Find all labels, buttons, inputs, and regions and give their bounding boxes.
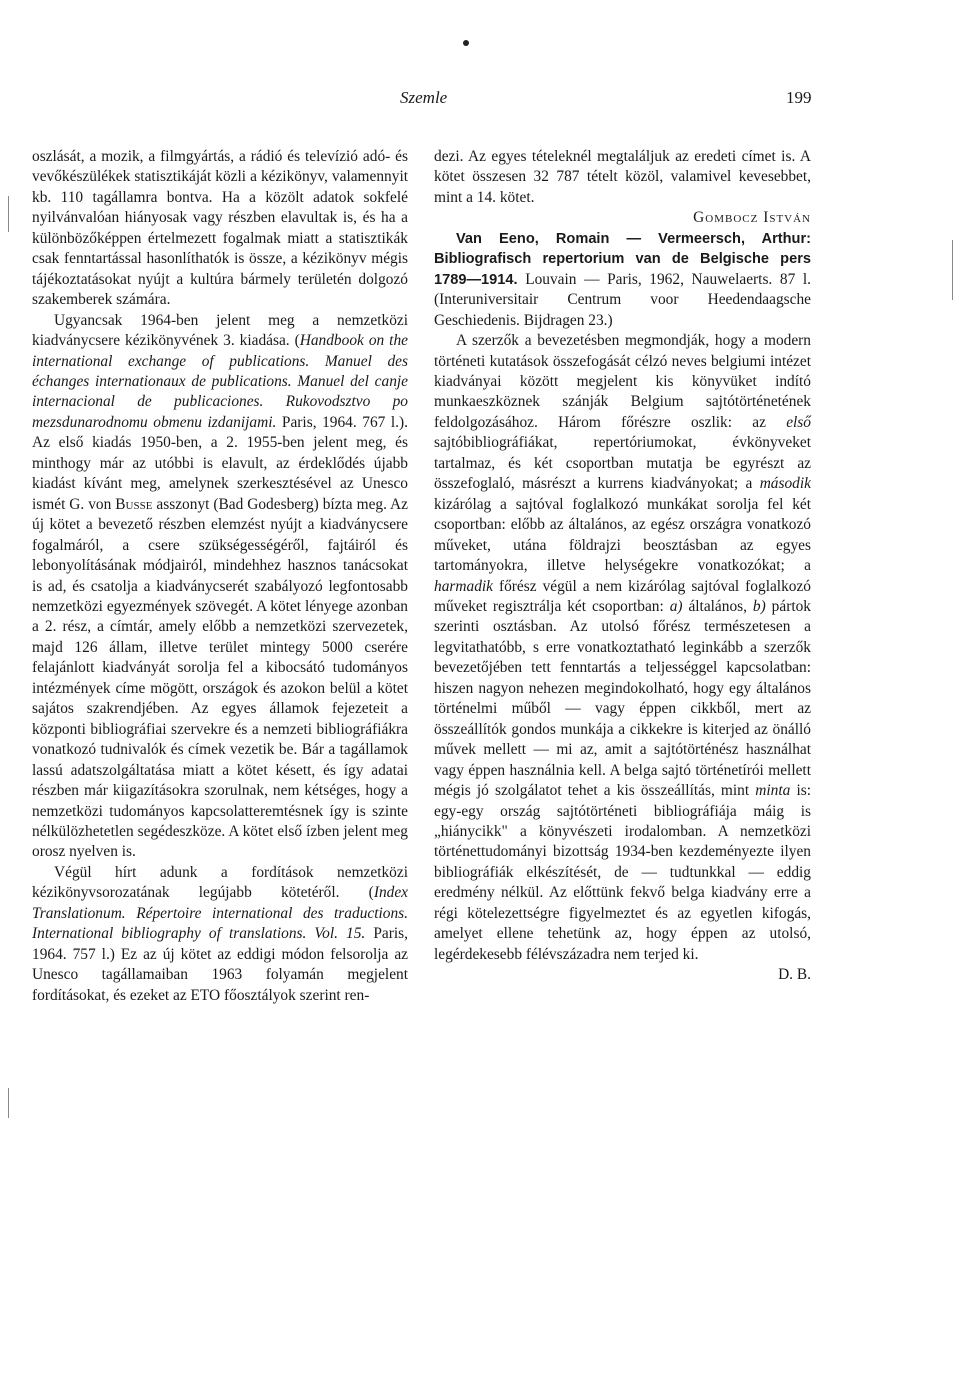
text-run: Ugyancsak 1964-ben jelent meg a nemzetközi kiadványcsere kézikönyvének 3. kiadása. ( — [32, 311, 408, 350]
italic-word: harmadik — [434, 577, 493, 595]
reviewer-signature: Gombocz István — [693, 209, 811, 227]
italic-title: Index Translationum. Répertoire international des traductions. International bibliography of translations. Vol. 15. — [32, 884, 408, 943]
scan-margin-mark — [8, 196, 9, 232]
page-number: 199 — [786, 88, 812, 107]
paragraph-review-body — [434, 331, 811, 965]
bibliographic-entry — [434, 229, 811, 331]
author-name-smallcaps: Busse — [115, 495, 153, 513]
running-header — [0, 88, 960, 112]
scan-margin-mark — [952, 240, 953, 300]
text-run: A szerzők a bevezetésben megmondják, hogy a modern történeti kutatások összefogását célzó neves belgiumi intézet kiadványai között megjelent kis könyvüket indító munkaeszköznek szánják Belgium sajtótörténetének feldolgozásához. Három főrészre oszlik: az — [434, 332, 811, 431]
text-run: Végül hírt adunk a fordítások nemzetközi kézikönyvsorozatának legújabb kötetéről. ( — [32, 863, 408, 902]
italic-word: b) — [752, 597, 766, 615]
scan-margin-mark — [8, 1088, 9, 1118]
paragraph-continued: dezi. Az egyes tételeknél megtaláljuk az eredeti címet is. A kötet összesen 32 787 tételt közöl, valamivel kevesebbet, mint a 14. kötet. — [434, 148, 811, 206]
paragraph-statistics-continued: oszlását, a mozik, a filmgyártás, a rádió és televízió adó- és vevőkészülékek statisztikáját közli a kézikönyv, valamennyit kb. 110 tagállamra bontva. Ha a közölt adatok sokfelé nyilvánvalóan hiányosak vagy részben elavultak is, és ha a különbözőképpen értelmezett fogalmak miatt a statisztikák csak fenntartással hasonlíthatók is össze, a kézikönyv mégis tájékoztatásokat nyújt a kultúra bármely területén dolgozó szakemberek számára. — [32, 148, 408, 309]
text-run: főrész végül a nem kizárólag sajtóval foglalkozó műveket regisztrálja két csoportban: — [434, 577, 811, 615]
stray-dot-mark — [463, 40, 469, 46]
text-run: is: egy-egy ország sajtótörténeti bibliográfiája máig is „hiánycikk" a könyvészeti irodalomban. A nemzetközi történettudományi bizottság 1934-ben kezdeményezte ilyen bibliográfiák elkészítését, de — tudtunkkal — eddig eredmény nélkül. Az előttünk fekvő belga kiadvány erre a régi kötelezettségre figyelmeztet és az egyetlen kifogás, amelyet ellene tehetünk az, hogy éppen az utolsó, legérdekesebb félévszázadra nem terjed ki. — [434, 782, 811, 963]
journal-section-title: Szemle — [400, 88, 448, 107]
text-run: sajtóbibliográfiákat, repertóriumokat, évkönyveket tartalmaz, és két csoportban mutatja be egyrészt az összefoglaló, másrészt a kurrens kiadványokat; a — [434, 434, 811, 493]
entry-title-bold: Van Eeno, Romain — Vermeersch, Arthur: Bibliografisch repertorium van de Belgische pers 1789—1914. — [434, 230, 811, 288]
italic-title: Handbook on the international exchange of publications. Manuel des échanges internationaux de publications. Manuel del canje internacional de publicaciones. Rukovodsztvo po mezsdunarodnomu obmenu izdanijami. — [32, 332, 408, 431]
italic-word: minta — [755, 782, 791, 800]
text-run: Paris, 1964. 757 l.) Ez az új kötet az eddigi módon felsorolja az Unesco tagállamaiban 1963 folyamán megjelent fordításokat, és ezeket az ETO főosztályok szerint ren- — [32, 925, 408, 1004]
right-column — [434, 147, 811, 986]
text-run: asszonyt (Bad Godesberg) bízta meg. Az új kötet a bevezető részben elemzést nyújt a kiadványcsere fogalmáról, a csere szükségességéről, fajtáiról és lebonyolításának módjairól, mindehhez hasznos tanácsokat is ad, és csatolja a kiadványcserét szabályozó legfontosabb nemzetközi egyezmények szövegét. A kötet lényege azonban a 2. rész, a címtár, amely előbb a nemzetközi szervezetek, majd 126 állam, illetve terület mintegy 5000 cserére felajánlott kiadványát sorolja fel a kibocsátó tudományos intézmények címe mögött, országok és azokon belül a kötet sajátos szakrendjében. Az egyes államok fejezeteit a központi bibliográfiai szervekre és a nemzeti bibliográfiákra vonatkozó tudnivalók és címek vezetik be. Bár a tagállamok lassú adatszolgáltatása miatt a kötet késett, és így adatai részben már kiigazításokra szorulnak, nem kétséges, hogy a nemzetközi tudományos kapcsolatteremtésnek így is szinte nélkülözhetetlen segédeszköze. A kötet első ízben jelent meg orosz nyelven is. — [32, 495, 408, 861]
text-run: általános, — [682, 597, 753, 615]
italic-word: második — [759, 475, 811, 493]
paragraph-index-translationum — [32, 863, 408, 1006]
entry-details: Louvain — Paris, 1962, Nauwelaerts. 87 l. (Interuniversitair Centrum voor Heedendaagsche Geschiedenis. Bijdragen 23.) — [434, 270, 811, 329]
italic-word: első — [786, 413, 811, 431]
italic-word: a) — [669, 597, 683, 615]
paragraph-exchange-handbook — [32, 311, 408, 863]
reviewer-signature: D. B. — [778, 966, 811, 984]
text-run: kizárólag a sajtóval foglalkozó munkákat sorolja fel két csoportban: előbb az általános, az egész országra vonatkozó műveket, utána földrajzi beosztásban az egyes tartományokra, illetve helységekre vonatkozókat; a — [434, 495, 811, 575]
text-run: Paris, 1964. 767 l.). Az első kiadás 1950-ben, a 2. 1955-ben jelent meg, és minthogy már az utóbbi is elavult, az érdeklődés újabb kiadást kívánt meg, amelynek szerkesztésével az Unesco ismét G. von — [32, 413, 408, 513]
left-column — [32, 147, 408, 1006]
text-run: pártok szerinti osztásban. Az utolsó főrész természetesen a legvitathatóbb, s erre vonatkoztatható leginkább a szerzők bevezetőjében tett fenntartás a teljességgel kapcsolatban: hiszen nagyon nehezen megindokolható, hogy egy általános történelmi műből — vagy éppen cikkből, mert az összeállítók gondos munkája a cikkekre is kiterjed az önálló művek mellett — mi az, amit a sajtótörténész használhat vagy éppen használnia kell. A belga sajtó történetírói mellett mégis jó szolgálatot tehet a kis összeállítás, mint — [434, 597, 811, 800]
